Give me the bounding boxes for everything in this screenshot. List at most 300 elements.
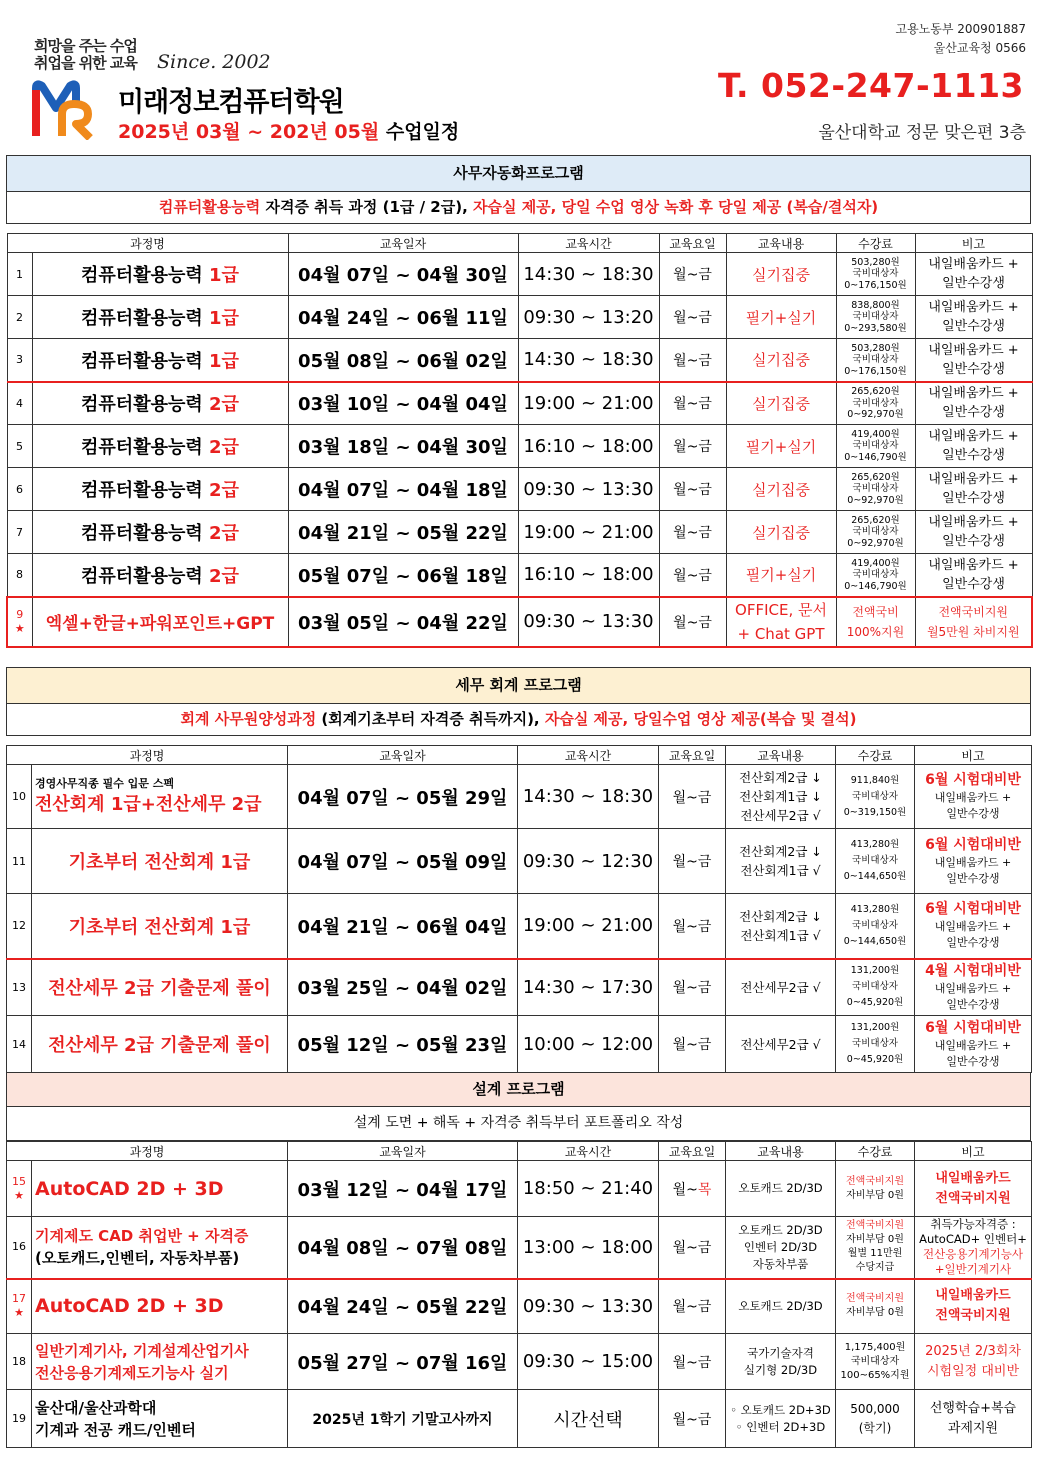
course-fee [836, 296, 915, 339]
course-days [659, 1161, 726, 1217]
table-row [7, 959, 1032, 1016]
star-icon: ★ [14, 621, 25, 635]
row-number [7, 894, 32, 959]
note-line: 내일배움카드 + [928, 257, 1019, 272]
course-content [726, 894, 836, 959]
course-content-text: 필기+실기 [745, 437, 817, 456]
row-number [7, 425, 32, 468]
course-dates-text: 05월 07일 ~ 06월 18일 [298, 565, 508, 587]
office-section-note [6, 192, 1031, 224]
course-content-text: 실기집중 [752, 480, 810, 499]
course-content [726, 597, 836, 647]
course-time-text: 19:00 ~ 21:00 [523, 392, 654, 414]
course-fee [836, 597, 915, 647]
course-time [518, 554, 659, 597]
course-content-text: 실기집중 [752, 523, 810, 542]
course-content [726, 1016, 836, 1073]
note-line: 일반수강생 [942, 319, 1005, 334]
course-time-text: 14:30 ~ 17:30 [522, 976, 654, 998]
course-fee [836, 1334, 915, 1390]
course-days-text: 월~금 [673, 396, 712, 413]
course-days [659, 511, 726, 554]
table-row [7, 765, 1032, 829]
course-level: 2급 [209, 480, 239, 501]
course-dates [288, 1016, 518, 1073]
table-row [7, 1016, 1032, 1073]
course-dates [288, 959, 518, 1016]
course-days [659, 253, 726, 296]
course-time-text: 19:00 ~ 21:00 [523, 521, 654, 543]
course-time-text: 18:50 ~ 21:40 [522, 1178, 654, 1199]
course-name [32, 1217, 288, 1279]
address: 울산대학교 정문 맞은편 3층 [818, 123, 1026, 143]
course-time-text: 13:00 ~ 18:00 [522, 1236, 654, 1258]
row-number [7, 296, 32, 339]
table-header-row [7, 1142, 1032, 1161]
row-number [7, 511, 32, 554]
course-days [659, 1390, 726, 1448]
course-prefix: 경영사무직종 필수 입문 스펙 [35, 776, 174, 790]
col-header: 교육내용 [726, 234, 836, 253]
course-time-text: 09:30 ~ 15:00 [522, 1351, 654, 1372]
course-level: 2급 [209, 565, 239, 587]
fee-line: 911,840원 [850, 774, 900, 786]
note-line: 내일배움카드 + [934, 981, 1012, 995]
course-days-text: 월~금 [672, 1411, 712, 1428]
row-number [7, 1217, 32, 1279]
course-time [518, 468, 659, 511]
course-name [32, 554, 288, 597]
office-schedule-table [6, 233, 1033, 648]
col-header: 과정명 [7, 234, 288, 253]
row-number-text: 15 [12, 1174, 26, 1188]
fee-line: 국비대상자 [852, 790, 898, 802]
course-days-text: 월~금 [673, 614, 712, 631]
course-fee [836, 765, 915, 829]
course-days [659, 296, 726, 339]
content-line: 오토캐드 2D/3D [738, 1298, 823, 1313]
course-content [726, 296, 836, 339]
content-line: 실기형 2D/3D [743, 1362, 818, 1377]
note-line: 전액국비지원 [938, 604, 1009, 619]
course-name [32, 253, 288, 296]
fee-line: 0~144,650원 [843, 871, 907, 882]
course-dates-text: 03월 25일 ~ 04월 02일 [297, 978, 508, 1000]
course-days-text: 월~금 [673, 567, 712, 584]
note-line: 취득가능자격증 : [930, 1217, 1016, 1232]
row-number [7, 1279, 32, 1334]
course-name [32, 468, 288, 511]
fee-line: 413,280원 [850, 903, 900, 915]
row-number-text: 1 [16, 267, 23, 281]
fee-line-highlight: 전액국비지원 [846, 1220, 904, 1232]
course-name-line: 전산응용기계제도기능사 실기 [35, 1363, 229, 1382]
row-number [7, 597, 32, 647]
fee-line: 국비대상자 [852, 919, 898, 931]
course-time [518, 1161, 659, 1217]
course-name-line: AutoCAD 2D + 3D [35, 1177, 224, 1200]
row-number [7, 253, 32, 296]
course-time-text: 14:30 ~ 18:30 [523, 349, 654, 371]
edu-registration: 울산교육청 0566 [933, 41, 1026, 55]
course-note [915, 765, 1032, 829]
content-line: 전산회계2급 ↓ [739, 844, 822, 859]
note-part: 컴퓨터활용능력 [158, 198, 261, 216]
course-note [915, 382, 1032, 425]
table-row [7, 1279, 1032, 1334]
labor-registration: 고용노동부 200901887 [895, 22, 1026, 36]
row-number [7, 1390, 32, 1448]
course-days [659, 1279, 726, 1334]
exam-target-badge: 6월 시험대비반 [925, 772, 1021, 788]
course-content [726, 339, 836, 382]
row-number-text: 5 [16, 439, 23, 453]
course-time [518, 894, 659, 959]
course-days-text: 월~금 [672, 854, 712, 870]
content-line: 전산회계1급 √ [740, 927, 821, 943]
course-days-text: 월~금 [673, 352, 712, 369]
design-section-note: 설계 도면 + 해독 + 자격증 취득부터 포트폴리오 작성 [6, 1107, 1031, 1141]
course-note [915, 1390, 1032, 1448]
course-time-text: 09:30 ~ 12:30 [522, 850, 654, 872]
course-note [915, 1217, 1032, 1279]
content-line: 자동차부품 [752, 1256, 809, 1271]
slogan [34, 38, 137, 72]
course-days [659, 1217, 726, 1279]
course-fee [836, 1390, 915, 1448]
course-dates [288, 253, 518, 296]
course-name [32, 382, 288, 425]
course-days [659, 1334, 726, 1390]
course-name [32, 1016, 288, 1073]
course-name [32, 1279, 288, 1334]
course-days-text: 월~금 [672, 789, 712, 806]
course-dates-text: 04월 07일 ~ 05월 29일 [297, 787, 508, 809]
row-number-text: 11 [12, 854, 26, 868]
content-line: 전산세무2급 √ [740, 979, 821, 995]
course-time [518, 1390, 659, 1448]
note-line: 일반수강생 [942, 491, 1005, 506]
content-line: 국가기술자격 [747, 1345, 814, 1360]
slogan-line-1: 희망을 주는 수업 [34, 37, 137, 55]
course-name-text: 컴퓨터활용능력 [81, 308, 203, 329]
course-time [518, 1217, 659, 1279]
course-name-text: 컴퓨터활용능력 [81, 480, 203, 501]
course-name-line: 기계과 전공 캐드/인벤터 [35, 1420, 196, 1439]
fee-line: (학기) [858, 1420, 892, 1435]
course-level: 2급 [209, 394, 239, 416]
course-dates-text: 05월 12일 ~ 05월 23일 [297, 1035, 508, 1056]
course-time [518, 829, 659, 894]
note-line: 일반수강생 [942, 448, 1005, 463]
course-content-text: 필기+실기 [745, 308, 817, 327]
table-row [7, 253, 1032, 296]
content-line: 전산세무2급 √ [740, 1036, 821, 1052]
note-line: 내일배움카드 + [928, 342, 1019, 358]
exam-target-badge: 6월 시험대비반 [925, 836, 1021, 853]
course-time [518, 959, 659, 1016]
fee-line: 0~92,970원 [847, 409, 904, 420]
course-fee [836, 382, 915, 425]
course-dates-text: 04월 07일 ~ 05월 09일 [297, 852, 508, 873]
row-number-text: 6 [16, 482, 23, 496]
fee-line: 국비대상자 [852, 981, 898, 993]
course-name-text: 컴퓨터활용능력 [81, 523, 203, 544]
course-time [518, 511, 659, 554]
course-name [32, 597, 288, 647]
table-row [7, 554, 1032, 597]
accounting-section-title: 세무 회계 프로그램 [6, 667, 1031, 704]
col-header: 교육일자 [288, 1142, 518, 1161]
course-name-text: 기초부터 전산회계 1급 [68, 852, 251, 873]
table-row [7, 1217, 1032, 1279]
fee-line: 전액국비 [852, 604, 899, 619]
course-name-text: 컴퓨터활용능력 [81, 437, 203, 458]
course-dates-text: 2025년 1학기 기말고사까지 [312, 1411, 493, 1428]
fee-line: 국비대상자 [852, 1038, 898, 1049]
design-section-title: 설계 프로그램 [6, 1072, 1031, 1107]
course-name [32, 425, 288, 468]
col-header: 교육일자 [288, 234, 518, 253]
course-note [915, 1016, 1032, 1073]
content-line: 전산회계2급 ↓ [739, 770, 822, 785]
course-dates-text: 04월 08일 ~ 07월 08일 [297, 1238, 508, 1260]
row-number [7, 829, 32, 894]
course-name [32, 765, 288, 829]
course-days [659, 468, 726, 511]
row-number-text: 19 [12, 1411, 26, 1425]
note-line: 전산응용기계기능사 [923, 1247, 1023, 1262]
course-time-text: 19:00 ~ 21:00 [522, 915, 654, 937]
row-number [7, 765, 32, 829]
course-content [726, 468, 836, 511]
course-dates [288, 1334, 518, 1390]
course-days-text: 월~금 [672, 1299, 712, 1316]
course-name [32, 1390, 288, 1448]
course-time-text: 09:30 ~ 13:30 [522, 1295, 654, 1317]
course-name [32, 511, 288, 554]
star-icon: ★ [14, 1188, 24, 1202]
course-dates [288, 597, 518, 647]
course-time-text: 14:30 ~ 18:30 [523, 263, 654, 285]
course-days-text: 월~금 [673, 525, 712, 541]
course-time-text: 09:30 ~ 13:30 [523, 478, 654, 500]
course-content [726, 253, 836, 296]
row-number-text: 12 [12, 919, 26, 933]
course-content [726, 829, 836, 894]
col-header: 교육내용 [726, 746, 836, 765]
fee-line: 1,175,400원 [844, 1341, 906, 1353]
note-part: 자습실 제공, 당일 수업 영상 녹화 후 당일 제공 (복습/결석자) [473, 198, 879, 216]
course-time-text: 16:10 ~ 18:00 [523, 564, 654, 586]
course-name-text: 컴퓨터활용능력 [81, 265, 203, 286]
course-days-text: 월~금 [673, 310, 712, 326]
fee-line: 419,400원 [851, 557, 900, 569]
course-fee [836, 1279, 915, 1334]
row-number-text: 18 [12, 1354, 26, 1368]
phone-number[interactable]: T. 052-247-1113 [717, 66, 1024, 105]
course-days-text: 월~금 [672, 980, 712, 997]
course-days [659, 894, 726, 959]
exam-target-badge: 6월 시험대비반 [925, 901, 1021, 918]
col-header: 수강료 [836, 1142, 915, 1161]
course-name-text: 컴퓨터활용능력 [81, 350, 203, 372]
course-time [518, 765, 659, 829]
course-days-end: 목 [697, 1181, 712, 1198]
course-name [32, 1334, 288, 1390]
table-header-row [7, 234, 1032, 253]
course-name-line: 울산대/울산과학대 [35, 1398, 157, 1417]
row-number-text: 9 [16, 607, 24, 621]
content-line: ◦ 오토캐드 2D+3D [730, 1402, 831, 1417]
course-dates [288, 511, 518, 554]
fee-line: 0~144,650원 [843, 935, 907, 947]
note-part: 자격증 취득 과정 (1급 / 2급), [260, 198, 473, 216]
course-note [915, 1334, 1032, 1390]
course-name-text: 컴퓨터활용능력 [81, 394, 203, 416]
col-header: 비고 [915, 746, 1032, 765]
fee-line: 838,800원 [851, 299, 900, 311]
course-time-text: 09:30 ~ 13:20 [523, 306, 654, 328]
course-level: 2급 [209, 523, 239, 544]
course-level: 1급 [209, 265, 239, 286]
course-fee [836, 339, 915, 382]
note-part: 자습실 제공, 당일수업 영상 제공(복습 및 결석) [544, 710, 857, 728]
course-time [518, 1279, 659, 1334]
course-name [32, 959, 288, 1016]
design-schedule-table [6, 1141, 1032, 1448]
fee-line: 월별 11만원 [847, 1248, 903, 1260]
course-note [915, 894, 1032, 959]
course-dates [288, 894, 518, 959]
course-time [518, 253, 659, 296]
course-time-text: 시간선택 [553, 1409, 623, 1431]
row-number-text: 16 [12, 1240, 26, 1254]
course-fee [836, 425, 915, 468]
note-part: 회계 사무원양성과정 [180, 710, 317, 728]
fee-line: 국비대상자 [850, 1355, 900, 1367]
note-line: 내일배움카드 + [928, 300, 1019, 315]
course-dates-text: 05월 08일 ~ 06월 02일 [298, 350, 508, 372]
course-name [32, 296, 288, 339]
course-content [726, 1217, 836, 1279]
col-header: 교육요일 [659, 234, 726, 253]
course-dates [288, 425, 518, 468]
fee-line: 0~319,150원 [843, 806, 907, 818]
academy-name: 미래정보컴퓨터학원 [118, 87, 344, 118]
course-fee [836, 468, 915, 511]
table-row [7, 894, 1032, 959]
note-line: 내일배움카드 + [934, 855, 1012, 869]
table-row [7, 425, 1032, 468]
row-number-text: 17 [12, 1292, 26, 1306]
fee-line: 국비대상자 [852, 311, 899, 323]
course-days-text: 월~금 [672, 918, 712, 935]
row-number-text: 8 [16, 568, 23, 582]
course-name-text: 컴퓨터활용능력 [81, 565, 203, 587]
course-fee [836, 829, 915, 894]
course-time [518, 597, 659, 647]
course-dates-text: 04월 21일 ~ 05월 22일 [298, 523, 508, 544]
col-header: 비고 [915, 1142, 1032, 1161]
course-dates-text: 03월 12일 ~ 04월 17일 [297, 1179, 508, 1201]
content-line: 인벤터 2D/3D [743, 1239, 818, 1254]
note-line: 내일배움카드 + [928, 557, 1019, 573]
course-days-text: 월~금 [673, 439, 712, 455]
fee-line: 자비부담 0원 [846, 1234, 904, 1246]
fee-line: 0~146,790원 [844, 451, 907, 463]
course-level: 1급 [209, 350, 239, 372]
row-number [7, 1334, 32, 1390]
course-dates-text: 03월 05일 ~ 04월 22일 [298, 612, 508, 634]
table-row [7, 829, 1032, 894]
note-line: 내일배움카드 + [928, 386, 1019, 402]
course-fee [836, 1217, 915, 1279]
note-line: 내일배움카드 + [928, 515, 1019, 530]
table-header-row [7, 746, 1032, 765]
course-days [659, 765, 726, 829]
fee-line: 100~65%지원 [840, 1369, 910, 1381]
course-name-line: 일반기계기사, 기계설계산업기사 [35, 1341, 249, 1360]
course-dates-text: 04월 07일 ~ 04월 18일 [298, 480, 508, 501]
course-dates-text: 04월 21일 ~ 06월 04일 [297, 916, 508, 938]
col-header: 교육일자 [288, 746, 518, 765]
note-line-highlight: 내일배움카드 [935, 1170, 1011, 1186]
course-note [915, 468, 1032, 511]
course-note [915, 253, 1032, 296]
fee-line: 413,280원 [850, 839, 900, 850]
fee-line: 265,620원 [851, 471, 900, 483]
row-number [7, 959, 32, 1016]
row-number [7, 1016, 32, 1073]
schedule-period [118, 117, 459, 144]
course-name-line: (오토캐드,인벤터, 자동차부품) [35, 1249, 240, 1268]
course-name [32, 829, 288, 894]
note-line: 일반수강생 [942, 276, 1005, 291]
content-line: ◦ 인벤터 2D+3D [735, 1419, 826, 1434]
course-content-text: 실기집중 [752, 351, 810, 370]
course-fee [836, 1161, 915, 1217]
course-days-text: 월~금 [673, 267, 712, 283]
course-content [726, 765, 836, 829]
period-suffix: 수업일정 [385, 121, 460, 143]
course-note [915, 425, 1032, 468]
course-note [915, 296, 1032, 339]
slogan-line-2: 취업을 위한 교육 [34, 54, 137, 72]
note-line: 일반수강생 [946, 807, 1000, 820]
content-line: OFFICE, 문서 [735, 600, 827, 619]
course-days [659, 382, 726, 425]
course-dates-text: 04월 07일 ~ 04월 30일 [298, 265, 508, 286]
fee-line: 0~92,970원 [847, 494, 904, 506]
note-line: 월5만원 차비지원 [926, 624, 1020, 639]
note-line: 일반수강생 [946, 1054, 1000, 1068]
fee-line: 자비부담 0원 [846, 1189, 904, 1201]
course-name-line: 기계제도 CAD 취업반 + 자격증 [35, 1227, 249, 1246]
row-number-text: 13 [12, 980, 26, 994]
note-line: 내일배움카드 + [928, 429, 1019, 444]
table-row [7, 511, 1032, 554]
course-content [726, 1279, 836, 1334]
note-line: 일반수강생 [942, 534, 1005, 549]
since-label: Since. 2002 [157, 51, 271, 73]
fee-line: 국비대상자 [852, 440, 899, 452]
fee-line: 0~146,790원 [844, 580, 907, 592]
col-header: 비고 [915, 234, 1032, 253]
course-name [32, 339, 288, 382]
note-line: 일반수강생 [942, 576, 1005, 592]
course-content-text: 실기집중 [752, 265, 810, 284]
